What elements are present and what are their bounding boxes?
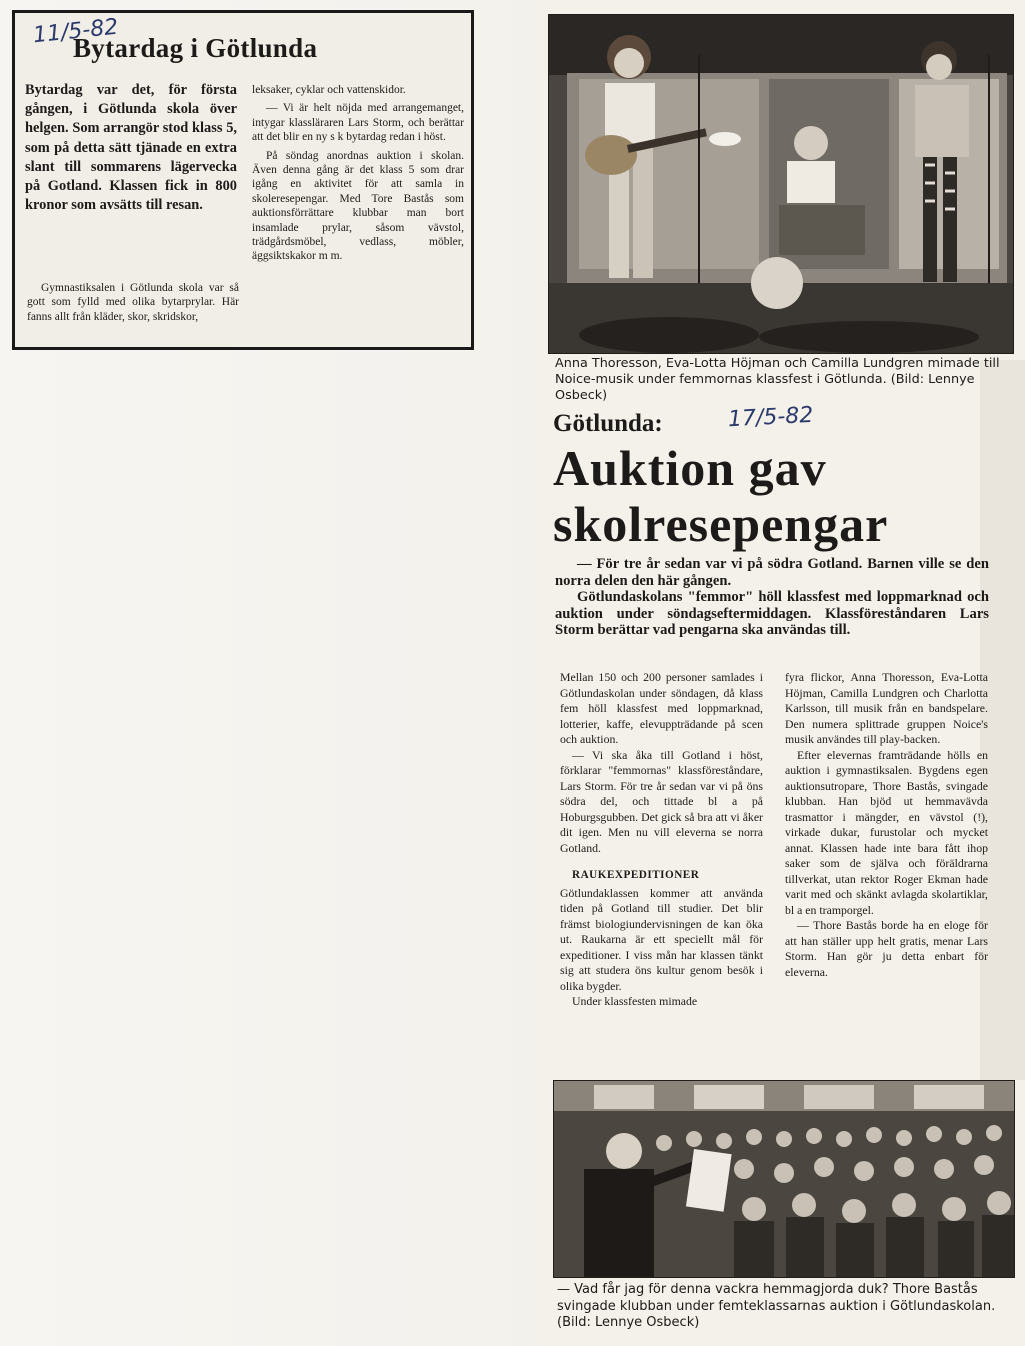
photo2-caption: — Vad får jag för denna vackra hemmagjorda duk? Thore Bastås svingade klubban under femteklassarnas auktion i Götlundaskolan. (Bild: Lennye Osbeck) [557, 1282, 996, 1330]
article2-kicker: Götlunda: [553, 410, 663, 437]
article1-intro: Bytardag var det, för första gången, i Götlunda skola över helgen. Som arrangör stod klass 5, som på detta sätt tjänade en extra slant till sommarens lägervecka på Gotland. Klassen fick in 800 kronor som avsätts till resan. [25, 82, 237, 214]
col1-paragraph-1: Mellan 150 och 200 personer samlades i Götlundaskolan under söndagen, då klass fem höll klassfest med loppmarknad, lotterier, kaffe, elevuppträdande på scen och auktion. [560, 670, 763, 746]
article1-headline: Bytardag i Götlunda [73, 33, 318, 63]
article2-headline [553, 440, 993, 552]
article1-col-b-p2: — Vi är helt nöjda med arrangemanget, intygar klassläraren Lars Storm, och berättar att det blir en ny s k bytardag redan i höst. [252, 102, 464, 144]
article1-column-a [27, 281, 239, 328]
handwritten-date-2: 17/5-82 [727, 402, 814, 433]
article2-column-1 [560, 670, 763, 1010]
col2-paragraph-2: Efter elevernas framträdande hölls en auktion i gymnastiksalen. Bygdens egen auktionsutropare, Thore Bastås, svingade klubban. Han bjöd ut hemmavävda trasmattor i mängder, en vävstol (!), virkade dukar, furustolar och mycket annat. Klassen hade inte bara fått ihop saker som de själva och föräldrarna tillverkat, utan rektor Roger Ekman hade varit med och skänkt avlagda skolartiklar, bl a en tramporgel. [785, 747, 988, 917]
article1-col-b-p3: På söndag anordnas auktion i skolan. Även denna gång är det klass 5 som drar igång en aktivitet för att samla in skoleresepengar. Med Tore Bastås som auktionsförrättare klubbar man bort insamlade prylar, såsom vävstol, trädgårdsmöbel, vedlass, möbler, äggsiktskakor m m. [252, 149, 464, 263]
article2-column-2 [785, 670, 988, 980]
article1-column-b [252, 83, 464, 268]
col2-paragraph-1: fyra flickor, Anna Thoresson, Eva-Lotta Höjman, Camilla Lundgren och Charlotta Karlsson, till musik från en bandspelare. Den numera splittrade gruppen Noice's musik användes till play-backen. [785, 670, 988, 746]
auction-photo-illustration [554, 1081, 1014, 1277]
clipping-bytardag [12, 10, 474, 350]
col1-paragraph-3: Götlundaklassen kommer att använda tiden på Gotland till studier. Det blir främst biologiundervisningen de kan öka ut. Raukarna är ett speciellt mål för expeditioner. I viss mån har klassen tänkt sig att studera öns kultur genom besök i olika bygder. [560, 885, 763, 993]
article1-col-b-p1: leksaker, cyklar och vattenskidor. [252, 84, 406, 96]
lead-paragraph-2: Götlundaskolans "femmor" höll klassfest med loppmarknad och auktion under söndagseftermiddagen. Klassföreståndaren Lars Storm berättar vad pengarna ska användas till. [555, 589, 989, 639]
headline-line-1: Auktion gav [553, 440, 827, 496]
article1-col-a-text: Gymnastiksalen i Götlunda skola var så gott som fylld med olika bytarprylar. Här fanns allt från kläder, skor, skridskor, [27, 282, 239, 323]
col2-paragraph-3: — Thore Bastås borde ha en eloge för att han ställer upp helt gratis, menar Lars Storm. Han gör ju detta enbart för eleverna. [785, 918, 988, 979]
article2-lead [555, 556, 989, 639]
lead-paragraph-1: — För tre år sedan var vi på södra Gotland. Barnen ville se den norra delen den här gången. [555, 556, 989, 589]
photo-stage-performers [548, 14, 1014, 354]
article2-subhead: RAUKEXPEDITIONER [572, 869, 700, 881]
col1-paragraph-4: Under klassfesten mimade [572, 994, 698, 1008]
col1-paragraph-2: — Vi ska åka till Gotland i höst, förklarar "femmornas" klassföreståndare, Lars Storm. För tre år sedan var vi på öns södra del, och tittade bl a på Hoburgsgubben. Det gick så bra att vi åker dit igen. Men nu vill eleverna se norra Gotland. [560, 747, 763, 855]
headline-line-2: skolresepengar [553, 496, 889, 552]
handwritten-date: 11/5-82 [31, 14, 120, 49]
photo1-caption: Anna Thoresson, Eva-Lotta Höjman och Camilla Lundgren mimade till Noice-musik under femmornas klassfest i Götlunda. (Bild: Lennye Osbeck) [555, 356, 1000, 403]
stage-photo-illustration [549, 15, 1013, 353]
photo-auction-crowd [553, 1080, 1015, 1278]
